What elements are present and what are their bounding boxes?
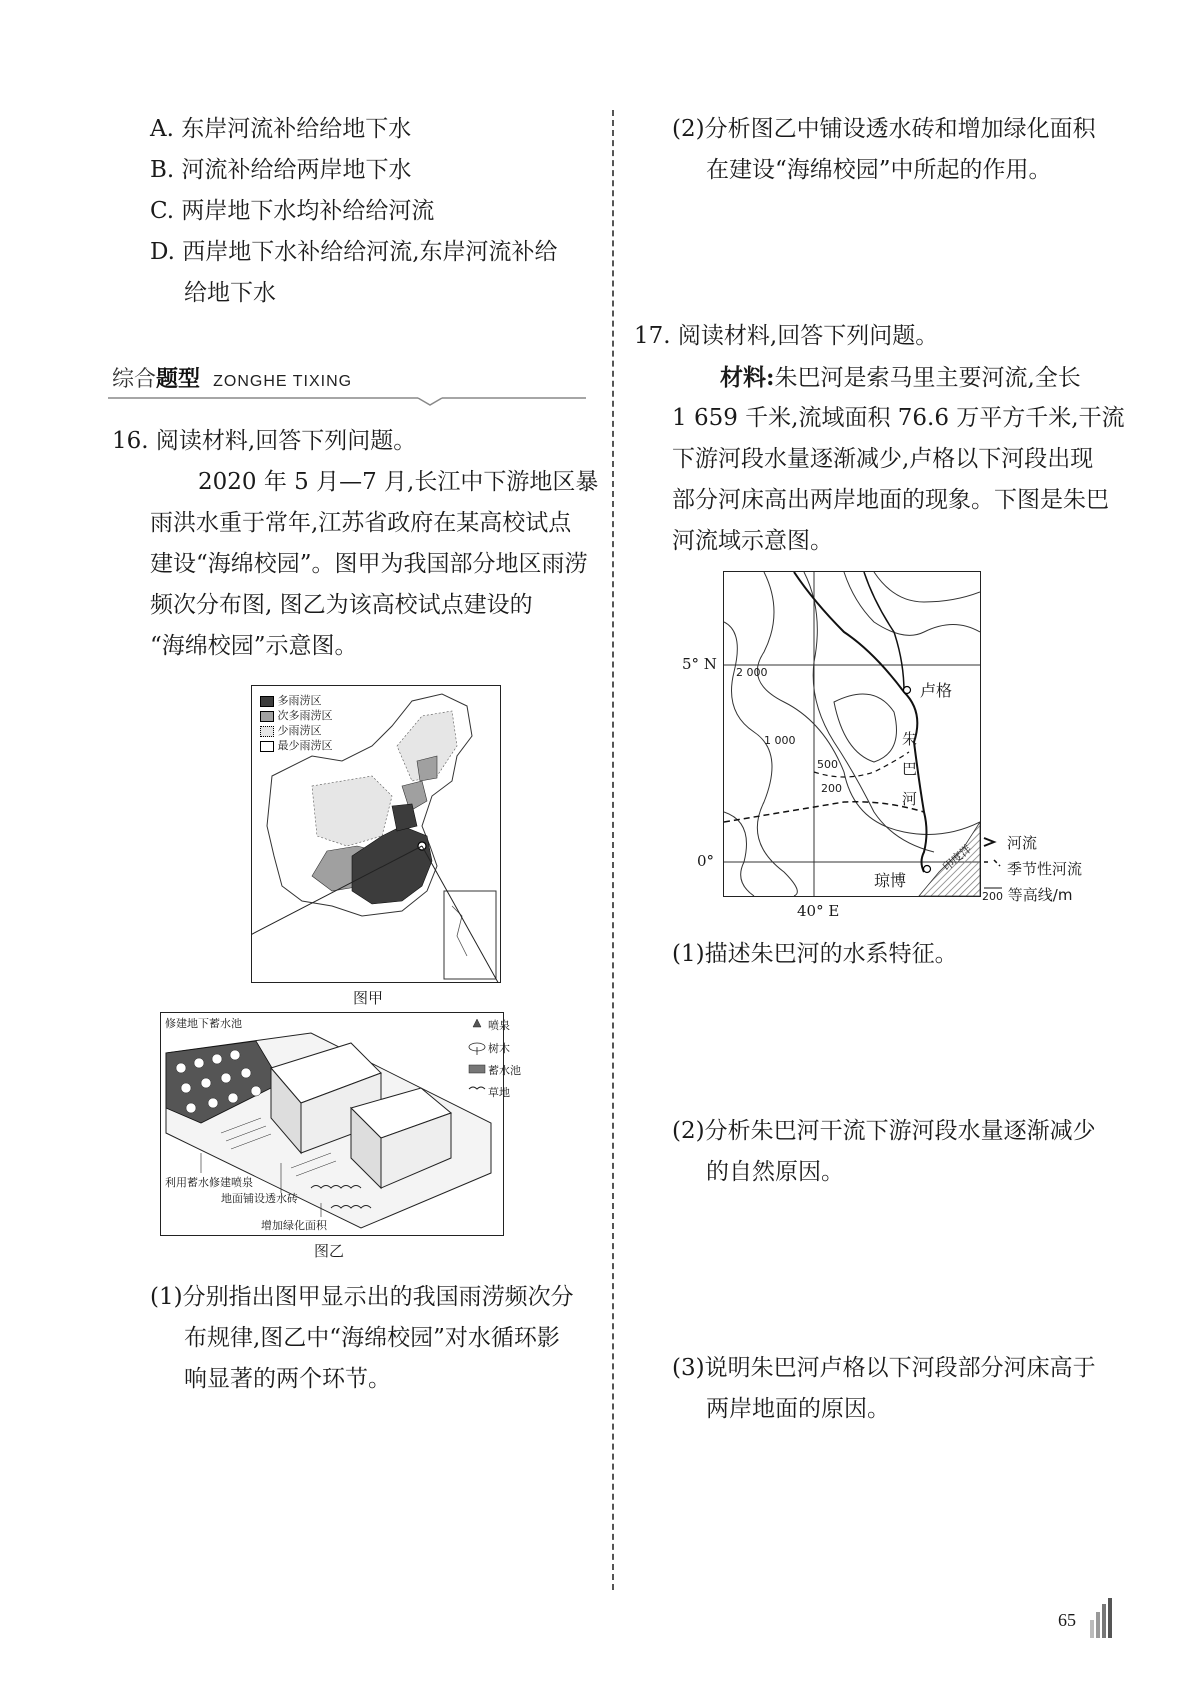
contour-label-2000: 2 000 <box>736 666 768 679</box>
legend-fountain: 喷泉 <box>488 1019 510 1032</box>
q17-sub2-line: (2)分析朱巴河干流下游河段水量逐渐减少 <box>672 1118 1096 1144</box>
lat-5n: 5° N <box>682 655 717 673</box>
label-underground-reservoir: 修建地下蓄水池 <box>165 1017 242 1030</box>
q16-sub1-line: 响显著的两个环节。 <box>184 1366 391 1392</box>
option-a: A. 东岸河流补给给地下水 <box>150 116 412 142</box>
contour-label-200: 200 <box>821 782 842 795</box>
q16-sub1-line: 布规律,图乙中“海绵校园”对水循环影 <box>184 1325 560 1351</box>
figure-b-caption: 图乙 <box>314 1242 345 1260</box>
q16-material-line: 2020 年 5 月—7 月,长江中下游地区暴 <box>198 469 599 495</box>
q17-sub2-line: 的自然原因。 <box>706 1159 844 1185</box>
legend-second: 次多雨涝区 <box>260 707 333 723</box>
q17-material-first: 材料:朱巴河是索马里主要河流,全长 <box>720 364 1081 391</box>
legend-reservoir: 蓄水池 <box>488 1064 521 1077</box>
place-lugh: 卢格 <box>920 681 953 700</box>
q17-material-line: 下游河段水量逐渐减少,卢格以下河段出现 <box>672 446 1094 472</box>
label-green-area: 增加绿化面积 <box>261 1219 327 1232</box>
contour-label-1000: 1 000 <box>764 734 796 747</box>
q17-material-line: 1 659 千米,流域面积 76.6 万平方千米,干流 <box>672 405 1125 431</box>
figure-a-map <box>251 685 501 983</box>
place-river-char-3: 河 <box>902 790 918 808</box>
legend-tree: 树木 <box>488 1042 510 1055</box>
legend-most: 多雨涝区 <box>260 692 322 708</box>
section-underline <box>108 392 588 406</box>
legend-contour: 200 等高线/m <box>982 886 1073 904</box>
q16-title: 16. 阅读材料,回答下列问题。 <box>112 428 417 454</box>
juba-river-map <box>723 571 981 897</box>
legend-grass: 草地 <box>488 1086 510 1099</box>
q17-sub1: (1)描述朱巴河的水系特征。 <box>672 941 958 967</box>
place-river-char-2: 巴 <box>902 760 918 778</box>
option-c: C. 两岸地下水均补给给河流 <box>150 198 435 224</box>
q17-title: 17. 阅读材料,回答下列问题。 <box>634 323 939 349</box>
q16-material-line: “海绵校园”示意图。 <box>150 633 358 659</box>
lat-0: 0° <box>697 852 715 870</box>
option-d-continued: 给地下水 <box>184 280 276 306</box>
legend-least: 最少雨涝区 <box>260 737 333 753</box>
legend-few: 少雨涝区 <box>260 722 322 738</box>
place-indian-ocean: 印度洋 <box>940 842 974 874</box>
place-river-char-1: 朱 <box>902 730 918 748</box>
option-d: D. 西岸地下水补给给河流,东岸河流补给 <box>150 239 558 265</box>
figure-a-caption: 图甲 <box>353 989 384 1007</box>
q16-material-line: 建设“海绵校园”。图甲为我国部分地区雨涝 <box>150 551 588 577</box>
q16-sub2-line: 在建设“海绵校园”中所起的作用。 <box>706 157 1052 183</box>
page-decoration-bars <box>1090 1598 1114 1638</box>
section-header <box>112 362 352 393</box>
lon-40e: 40° E <box>797 902 840 920</box>
q17-sub3-line: 两岸地面的原因。 <box>706 1396 890 1422</box>
column-divider <box>612 110 614 1590</box>
section-title: 综合题型 <box>112 367 201 392</box>
section-title-en: ZONGHE TIXING <box>213 373 353 390</box>
q17-material-line: 河流域示意图。 <box>672 528 833 554</box>
q17-material-line: 部分河床高出两岸地面的现象。下图是朱巴 <box>672 487 1109 513</box>
figure-b-diagram <box>160 1012 521 1236</box>
legend-seasonal-river: 季节性河流 <box>1007 860 1083 878</box>
juba-map-drawing <box>724 572 980 896</box>
label-fountain: 利用蓄水修建喷泉 <box>165 1176 253 1189</box>
legend-river: 河流 <box>1007 834 1038 852</box>
option-b: B. 河流补给给两岸地下水 <box>150 157 412 183</box>
q16-material-line: 雨洪水重于常年,江苏省政府在某高校试点 <box>150 510 572 536</box>
label-permeable-bricks: 地面铺设透水砖 <box>221 1192 298 1205</box>
q16-sub1-line: (1)分别指出图甲显示出的我国雨涝频次分 <box>150 1284 574 1310</box>
sponge-campus-drawing <box>161 1013 503 1235</box>
page-number: 65 <box>1058 1610 1076 1630</box>
q17-sub3-line: (3)说明朱巴河卢格以下河段部分河床高于 <box>672 1355 1096 1381</box>
place-kismayo: 琼博 <box>874 871 907 890</box>
contour-label-500: 500 <box>817 758 838 771</box>
q16-material-line: 频次分布图, 图乙为该高校试点建设的 <box>150 592 533 618</box>
q17-material-label: 材料: <box>720 364 775 391</box>
q16-sub2-line: (2)分析图乙中铺设透水砖和增加绿化面积 <box>672 116 1096 142</box>
